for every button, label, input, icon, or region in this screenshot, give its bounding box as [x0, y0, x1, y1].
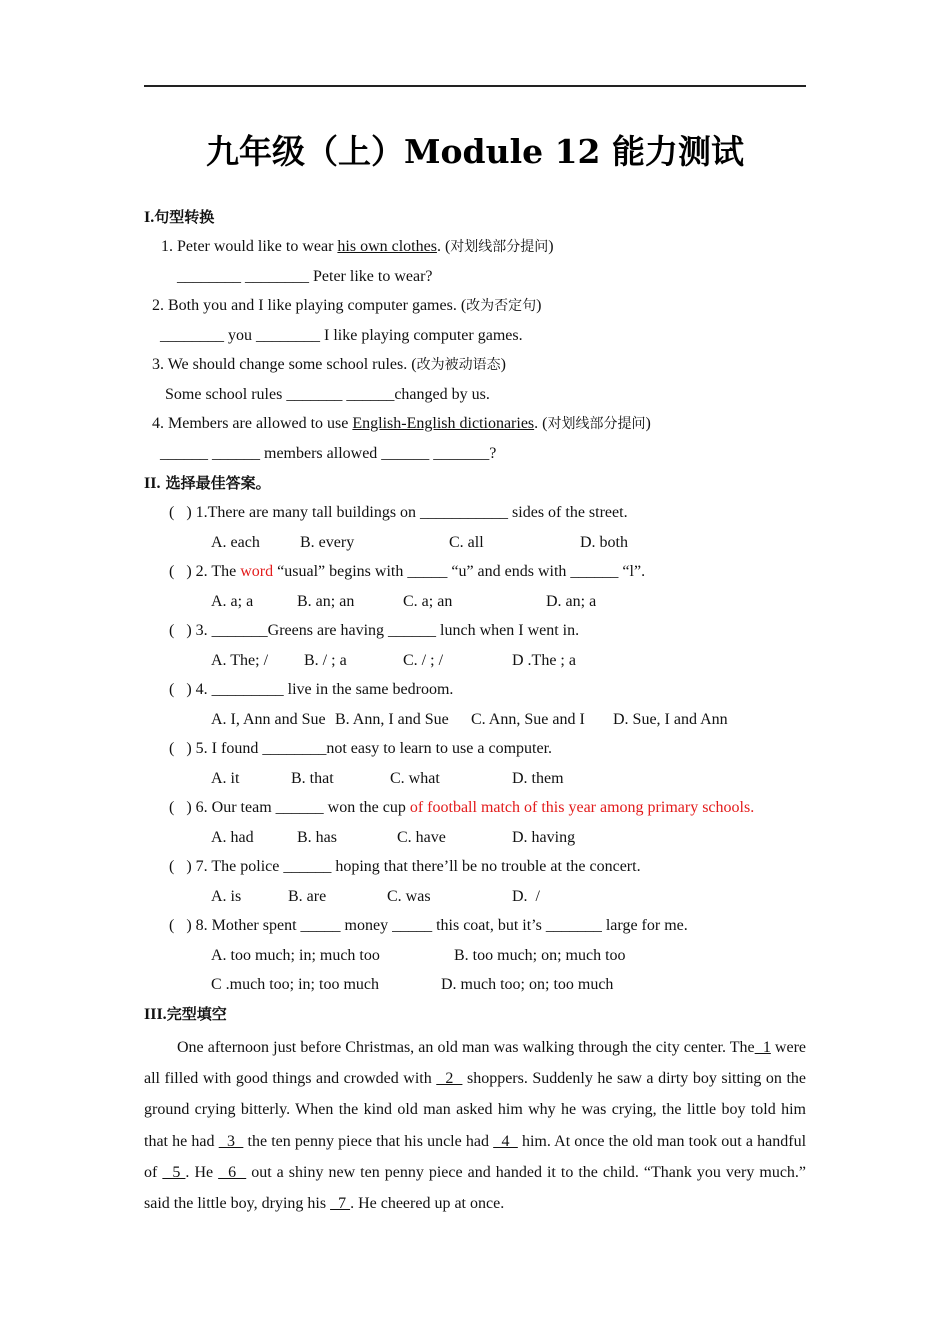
mc-question-4: ( ) 4. _________ live in the same bedroom.	[169, 681, 454, 698]
s1-q4-text-post: . (	[534, 415, 548, 432]
cloze-blank-5: 5	[162, 1163, 186, 1181]
s1-question-2	[152, 296, 541, 316]
mc-option: C. all	[449, 534, 484, 551]
mc-q2-text-post: “usual” begins with _____ “u” and ends with ______ “l”.	[273, 563, 646, 580]
passage-text: out a shiny new ten penny piece and handed it to the child. “Thank you very much.” said the little boy, drying his	[144, 1163, 807, 1213]
s1-q4-end: )	[645, 415, 651, 432]
section-3-heading	[144, 1004, 227, 1025]
mc-option: C .much too; in; too much	[211, 976, 379, 993]
section-1-title: 句型转换	[154, 208, 215, 226]
s1-answer-2: ________ you ________ I like playing computer games.	[160, 327, 523, 344]
passage-text: him. At once the old man took out a handful of	[144, 1132, 807, 1181]
s1-q2-end: )	[536, 297, 542, 314]
mc-q6-text: ( ) 6. Our team ______ won the cup	[169, 799, 410, 816]
mc-option: D. an; a	[546, 593, 597, 610]
mc-question-1: ( ) 1.There are many tall buildings on ___________ sides of the street.	[169, 504, 628, 521]
s1-q3-end: )	[500, 356, 506, 373]
header-rule	[144, 85, 806, 87]
mc-q2-text: ( ) 2. The	[169, 563, 241, 580]
mc-option: C. Ann, Sue and I	[471, 711, 585, 728]
mc-option: B. are	[288, 888, 327, 905]
s1-q1-underlined: his own clothes	[337, 238, 437, 255]
mc-option: D .The ; a	[512, 652, 576, 669]
mc-option: D. having	[512, 829, 576, 846]
cloze-blank-4: 4	[493, 1132, 518, 1150]
s1-q1-note: 对划线部分提问	[450, 239, 549, 255]
s1-q3-note: 改为被动语态	[416, 357, 501, 373]
mc-option: C. a; an	[403, 593, 453, 610]
mc-option: A. The; /	[211, 652, 269, 669]
mc-question-6	[169, 798, 754, 818]
s1-q4-text: 4. Members are allowed to use	[152, 415, 353, 432]
mc-option: D. them	[512, 770, 564, 787]
s1-answer-3: Some school rules _______ ______changed by us.	[165, 386, 490, 403]
mc-option: B. every	[300, 534, 355, 551]
passage-text: shoppers. Suddenly he saw a dirty boy sitting on the ground crying bitterly. When the kind old man asked him why he was crying, the little boy told him that he had	[144, 1070, 806, 1150]
section-2-title: 选择最佳答案。	[160, 474, 271, 492]
mc-option: A. it	[211, 770, 240, 787]
s1-q4-underlined: English-English dictionaries	[352, 415, 535, 432]
page-title: 九年级（上）Module 12 能力测试	[205, 132, 745, 171]
s1-answer-1: ________ ________ Peter like to wear?	[177, 268, 433, 285]
s1-q2-note: 改为否定句	[466, 298, 537, 314]
mc-option: D. Sue, I and Ann	[613, 711, 728, 728]
passage-text: the ten penny piece that his uncle had	[243, 1132, 494, 1150]
cloze-blank-3: 3	[218, 1132, 244, 1150]
mc-option: C. was	[387, 888, 431, 905]
s1-q4-note: 对划线部分提问	[547, 416, 646, 432]
s1-question-4	[152, 414, 651, 434]
mc-option: C. have	[397, 829, 446, 846]
mc-option: D. much too; on; too much	[441, 976, 614, 993]
mc-option: B. an; an	[297, 593, 355, 610]
cloze-blank-6: 6	[218, 1163, 247, 1181]
mc-question-2	[169, 562, 645, 582]
section-1-heading	[144, 207, 214, 228]
s1-q1-text: 1. Peter would like to wear	[161, 238, 338, 255]
mc-question-5: ( ) 5. I found ________not easy to learn to use a computer.	[169, 740, 553, 757]
mc-option: A. is	[211, 888, 242, 905]
passage-text: . He	[185, 1163, 219, 1181]
mc-option: B. Ann, I and Sue	[335, 711, 449, 728]
s1-q3-text: 3. We should change some school rules. (	[152, 356, 417, 373]
mc-option: C. what	[390, 770, 440, 787]
section-2-heading	[144, 473, 271, 494]
mc-q6-highlight: of football match of this year among primary schools.	[409, 799, 755, 816]
mc-option: A. a; a	[211, 593, 254, 610]
passage-text: were all filled with good things and crowded with	[144, 1039, 806, 1088]
cloze-blank-1: 1	[754, 1039, 771, 1056]
mc-option: A. each	[211, 534, 260, 551]
s1-answer-4: ______ ______ members allowed ______ _______?	[160, 445, 497, 462]
mc-option: B. has	[297, 829, 337, 846]
mc-question-7: ( ) 7. The police ______ hoping that there’ll be no trouble at the concert.	[169, 858, 641, 875]
mc-question-8: ( ) 8. Mother spent _____ money _____ this coat, but it’s _______ large for me.	[169, 917, 688, 934]
s1-q2-text: 2. Both you and I like playing computer games. (	[152, 297, 467, 314]
s1-question-1	[161, 237, 554, 257]
s1-question-3	[152, 355, 506, 375]
section-1-roman: I.	[144, 209, 155, 226]
passage-text: . He cheered up at once.	[350, 1195, 505, 1213]
s1-q1-text-post: . (	[436, 238, 451, 255]
section-2-roman: II.	[144, 475, 161, 492]
mc-option: B. too much; on; much too	[454, 947, 626, 964]
mc-question-3: ( ) 3. _______Greens are having ______ lunch when I went in.	[169, 622, 580, 639]
mc-option: C. / ; /	[403, 652, 444, 669]
mc-option: B. / ; a	[304, 652, 347, 669]
cloze-blank-7: 7	[330, 1195, 351, 1213]
mc-option: B. that	[291, 770, 334, 787]
section-3-title: 完型填空	[166, 1005, 227, 1023]
cloze-passage	[144, 1032, 806, 1219]
mc-option: A. too much; in; much too	[211, 947, 380, 964]
passage-text: One afternoon just before Christmas, an old man was walking through the city center. The	[177, 1039, 755, 1056]
s1-q1-end: )	[548, 238, 554, 255]
cloze-blank-2: 2	[436, 1070, 463, 1088]
section-3-roman: III.	[144, 1006, 167, 1023]
mc-option: A. I, Ann and Sue	[211, 711, 326, 728]
mc-option: D. /	[512, 888, 540, 905]
mc-option: D. both	[580, 534, 628, 551]
mc-q2-highlight: word	[240, 563, 274, 580]
mc-option: A. had	[211, 829, 254, 846]
